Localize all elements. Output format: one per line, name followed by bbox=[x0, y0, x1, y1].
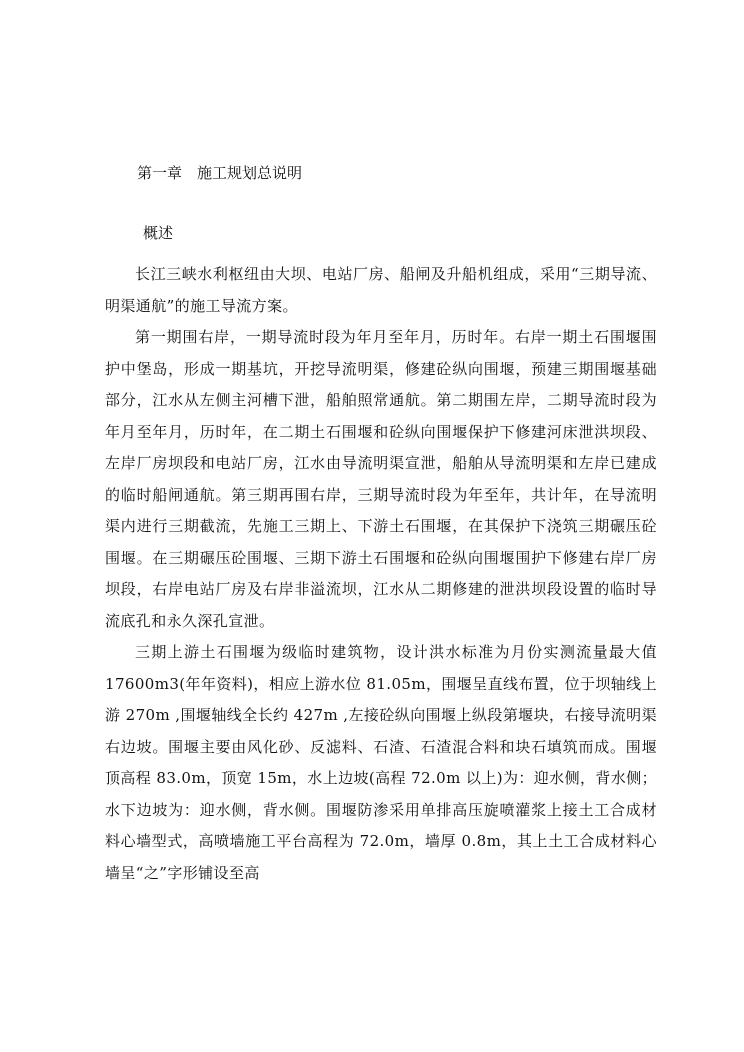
chapter-title: 第一章 施工规划总说明 bbox=[137, 164, 303, 182]
paragraph-cofferdam: 三期上游土石围堰为级临时建筑物，设计洪水标准为月份实测流量最大值17600m3(年年资料)，相应上游水位 81.05m，围堰呈直线布置，位于坝轴线上游 270m ,围堰轴线全长约 427m ,左接砼纵向围堰上纵段第堰块，右接导流明渠右边坡。围堰主要由风化砂、反滤料、石渣、石渣混合料和块石填筑而成。围堰顶高程 83.0m，顶宽 15m，水上边坡(高程 72.0m 以上)为：迎水侧，背水侧；水下边坡为：迎水侧，背水侧。围堰防渗采用单排高压旋喷灌浆上接土工合成材料心墙型式，高喷墙施工平台高程为 72.0m，墙厚 0.8m，其上土工合成材料心墙呈“之”字形铺设至高 bbox=[105, 643, 657, 882]
section-title: 概述 bbox=[143, 224, 174, 242]
paragraph-diversion-stages: 第一期围右岸，一期导流时段为年月至年月，历时年。右岸一期土石围堰围护中堡岛，形成一期基坑，开挖导流明渠，修建砼纵向围堰，预建三期围堰基础部分，江水从左侧主河槽下泄，船舶照常通航。第二期围左岸，二期导流时段为年月至年月，历时年，在二期土石围堰和砼纵向围堰保护下修建河床泄洪坝段、左岸厂房坝段和电站厂房，江水由导流明渠宣泄，船舶从导流明渠和左岸已建成的临时船闸通航。第三期再围右岸，三期导流时段为年至年，共计年，在导流明渠内进行三期截流，先施工三期上、下游土石围堰，在其保护下浇筑三期碾压砼围堰。在三期碾压砼围堰、三期下游土石围堰和砼纵向围堰围护下修建右岸厂房坝段，右岸电站厂房及右岸非溢流坝，江水从二期修建的泄洪坝段设置的临时导流底孔和永久深孔宣泄。 bbox=[105, 328, 657, 630]
paragraph-intro: 长江三峡水利枢纽由大坝、电站厂房、船闸及升船机组成，采用“三期导流、明渠通航”的施工导流方案。 bbox=[105, 265, 657, 315]
body-text bbox=[105, 259, 657, 889]
